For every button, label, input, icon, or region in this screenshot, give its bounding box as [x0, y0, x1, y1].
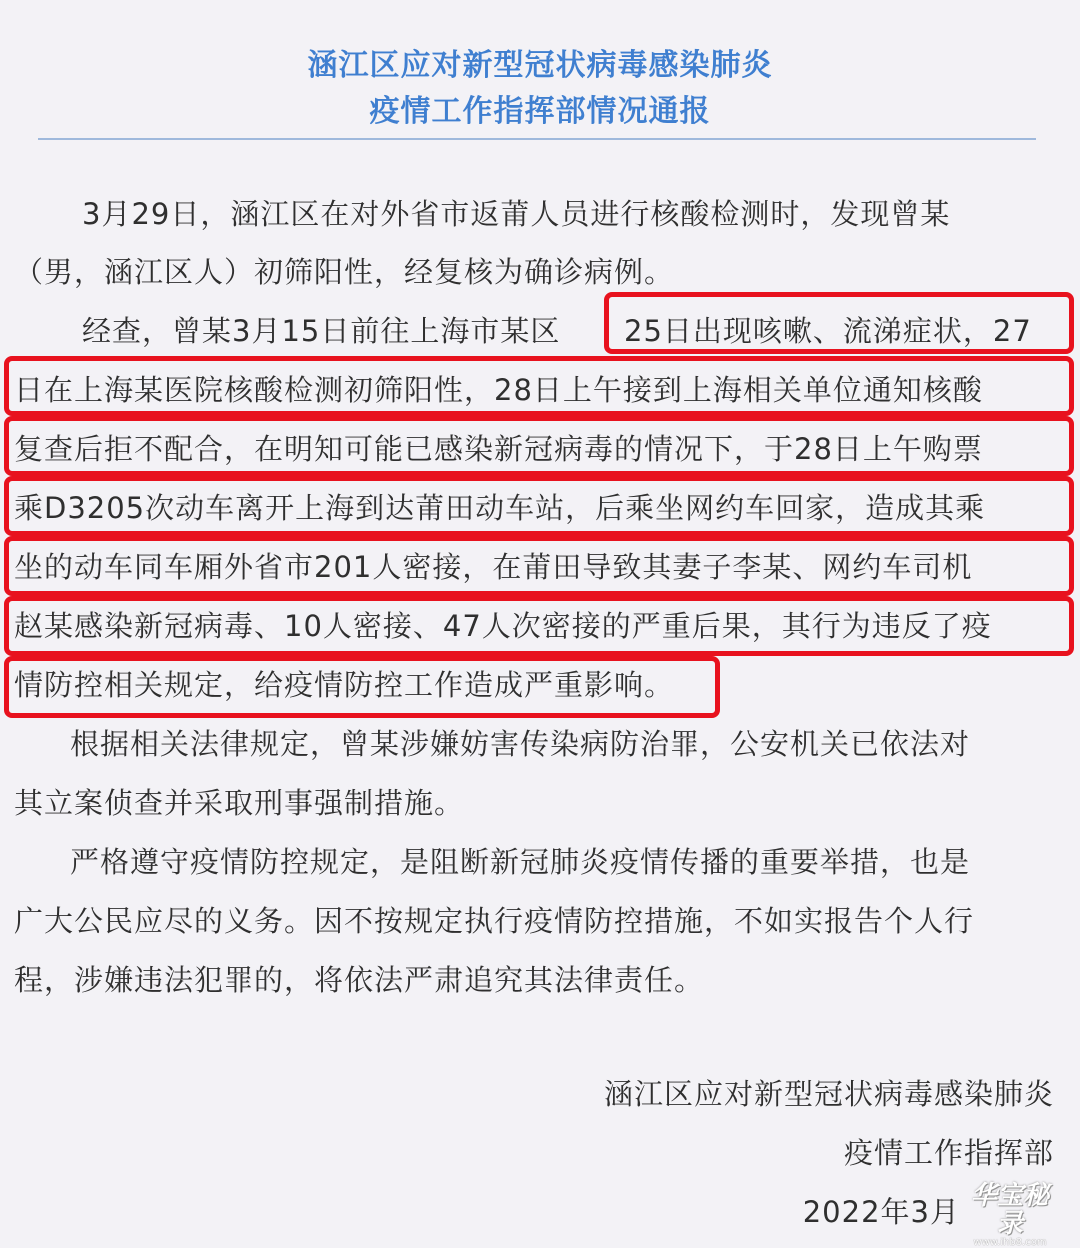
body-line: 其立案侦查并采取刑事强制措施。	[14, 786, 465, 820]
body-line: 3月29日，涵江区在对外省市返莆人员进行核酸检测时，发现曾某	[82, 197, 951, 231]
body-line: 赵某感染新冠病毒、10人密接、47人次密接的严重后果，其行为违反了疫	[14, 609, 992, 643]
watermark-text: 华宝秘录	[970, 1181, 1049, 1239]
signature-org-line1: 涵江区应对新型冠状病毒感染肺炎	[603, 1077, 1054, 1111]
notice-title-line2: 疫情工作指挥部情况通报	[369, 94, 711, 129]
body-line: 程，涉嫌违法犯罪的，将依法严肃追究其法律责任。	[14, 963, 705, 997]
signature-date: 2022年3月	[802, 1195, 960, 1229]
title-divider	[38, 138, 1036, 140]
body-line: 25日出现咳嗽、流涕症状，27	[624, 314, 1032, 348]
body-line: 经查，曾某3月15日前往上海市某区	[82, 314, 561, 348]
body-line: 根据相关法律规定，曾某涉嫌妨害传染病防治罪，公安机关已依法对	[70, 727, 971, 761]
body-line: （男，涵江区人）初筛阳性，经复核为确诊病例。	[14, 255, 675, 289]
body-line: 乘D3205次动车离开上海到达莆田动车站，后乘坐网约车回家，造成其乘	[14, 491, 986, 525]
body-line: 坐的动车同车厢外省市201人密接，在莆田导致其妻子李某、网约车司机	[14, 550, 973, 584]
body-line: 严格遵守疫情防控规定，是阻断新冠肺炎疫情传播的重要举措，也是	[70, 845, 971, 879]
signature-org-line2: 疫情工作指挥部	[843, 1136, 1054, 1170]
body-line: 情防控相关规定，给疫情防控工作造成严重影响。	[14, 668, 675, 702]
body-line: 广大公民应尽的义务。因不按规定执行疫情防控措施，不如实报告个人行	[14, 904, 975, 938]
watermark-logo	[960, 1181, 1060, 1248]
body-line: 日在上海某医院核酸检测初筛阳性，28日上午接到上海相关单位通知核酸	[14, 373, 983, 407]
notice-title-line1: 涵江区应对新型冠状病毒感染肺炎	[307, 48, 773, 83]
body-line: 复查后拒不配合，在明知可能已感染新冠病毒的情况下，于28日上午购票	[14, 432, 983, 466]
watermark-url: www.ihb8.com	[973, 1237, 1047, 1248]
